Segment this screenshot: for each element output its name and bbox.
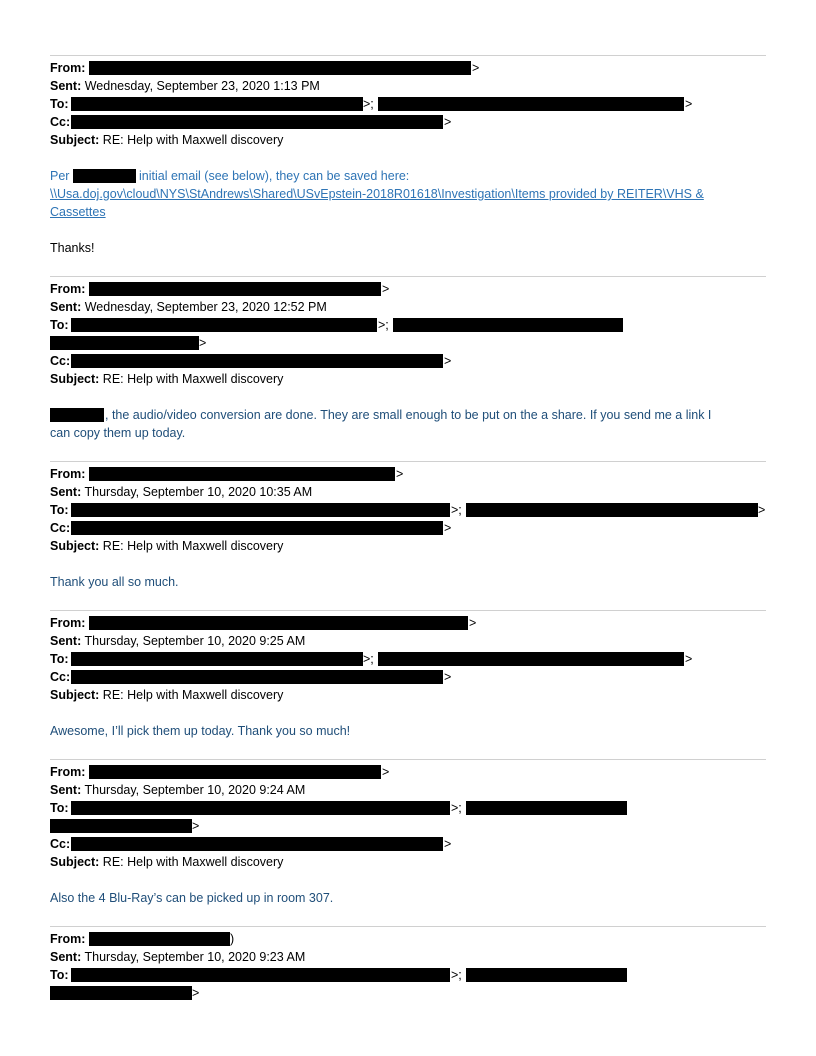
bracket: >; [451, 503, 462, 517]
bracket: > [444, 521, 452, 535]
redaction-bar [71, 652, 363, 666]
bracket: >; [363, 97, 374, 111]
to-label: To: [50, 318, 69, 332]
subject-row [50, 131, 283, 149]
bracket: > [382, 282, 390, 296]
bracket: > [199, 336, 207, 350]
to-row [50, 966, 69, 984]
bracket: > [192, 986, 200, 1000]
redaction-bar [50, 986, 192, 1000]
subject-value: RE: Help with Maxwell discovery [102, 539, 284, 553]
body-text: Also the 4 Blu-Ray’s can be picked up in room 307. [50, 891, 334, 905]
to-label: To: [50, 503, 69, 517]
sent-value: Thursday, September 10, 2020 9:23 AM [84, 950, 306, 964]
redaction-bar [89, 616, 468, 630]
bracket: >; [451, 801, 462, 815]
sent-value: Wednesday, September 23, 2020 1:13 PM [84, 79, 320, 93]
bracket: > [396, 467, 404, 481]
redaction-bar [71, 521, 443, 535]
cc-label: Cc: [50, 670, 71, 684]
email-separator [50, 926, 766, 927]
from-label: From: [50, 467, 86, 481]
bracket: > [444, 670, 452, 684]
redaction-bar [89, 765, 381, 779]
from-row [50, 465, 85, 483]
redaction-bar [71, 801, 450, 815]
redaction-bar [466, 801, 627, 815]
subject-label: Subject: [50, 133, 100, 147]
subject-row [50, 686, 283, 704]
from-label: From: [50, 616, 86, 630]
from-row [50, 763, 85, 781]
email-separator [50, 55, 766, 56]
bracket: > [444, 837, 452, 851]
bracket: >; [363, 652, 374, 666]
from-label: From: [50, 932, 86, 946]
sent-row [50, 483, 312, 501]
bracket: > [192, 819, 200, 833]
redaction-bar [378, 97, 684, 111]
bracket: > [685, 652, 693, 666]
sent-value: Thursday, September 10, 2020 9:24 AM [84, 783, 306, 797]
subject-value: RE: Help with Maxwell discovery [102, 855, 284, 869]
redaction-bar [71, 670, 443, 684]
bracket: > [382, 765, 390, 779]
redaction-bar [71, 968, 450, 982]
sent-value: Wednesday, September 23, 2020 12:52 PM [84, 300, 327, 314]
redaction-bar [50, 408, 104, 422]
body-text: can copy them up today. [50, 426, 186, 440]
from-row [50, 930, 85, 948]
redaction-bar [71, 354, 443, 368]
to-row [50, 501, 69, 519]
redaction-bar [466, 968, 627, 982]
email-separator [50, 276, 766, 277]
subject-row [50, 853, 283, 871]
redaction-bar [71, 837, 443, 851]
redaction-bar [89, 282, 381, 296]
to-row [50, 650, 69, 668]
redaction-bar [71, 97, 363, 111]
email-separator [50, 610, 766, 611]
bracket: > [685, 97, 693, 111]
sent-value: Thursday, September 10, 2020 9:25 AM [84, 634, 306, 648]
sent-label: Sent: [50, 79, 82, 93]
share-path-link[interactable]: \\Usa.doj.gov\cloud\NYS\StAndrews\Shared\USvEpstein-2018R01618\Investigation\Items provided by REITER\VHS & [50, 187, 704, 201]
redaction-bar [71, 318, 377, 332]
to-label: To: [50, 968, 69, 982]
subject-value: RE: Help with Maxwell discovery [102, 688, 284, 702]
share-path-link-cont[interactable]: Cassettes [50, 205, 106, 219]
body-text: , the audio/video conversion are done. They are small enough to be put on the a share. If you send me a link I [105, 408, 712, 422]
sent-row [50, 298, 327, 316]
to-label: To: [50, 801, 69, 815]
to-row [50, 316, 69, 334]
subject-row [50, 537, 283, 555]
subject-label: Subject: [50, 372, 100, 386]
from-row [50, 614, 85, 632]
redaction-bar [89, 61, 471, 75]
to-row [50, 95, 69, 113]
redaction-bar [393, 318, 623, 332]
sent-label: Sent: [50, 950, 82, 964]
cc-row [50, 352, 70, 370]
sent-label: Sent: [50, 485, 82, 499]
redaction-bar [73, 169, 136, 183]
sent-value: Thursday, September 10, 2020 10:35 AM [84, 485, 313, 499]
from-label: From: [50, 61, 86, 75]
to-label: To: [50, 97, 69, 111]
redaction-bar [89, 467, 395, 481]
sent-label: Sent: [50, 634, 82, 648]
closing-text: Thanks! [50, 241, 95, 255]
bracket: > [444, 354, 452, 368]
body-text: Per [50, 169, 70, 183]
email-separator [50, 461, 766, 462]
sent-row [50, 632, 305, 650]
redaction-bar [50, 819, 192, 833]
sent-row [50, 948, 305, 966]
cc-row [50, 668, 70, 686]
sent-label: Sent: [50, 783, 82, 797]
redaction-bar [466, 503, 758, 517]
redaction-bar [50, 336, 199, 350]
body-text: Awesome, I’ll pick them up today. Thank you so much! [50, 724, 351, 738]
body-text: Thank you all so much. [50, 575, 179, 589]
body-text: initial email (see below), they can be saved here: [139, 169, 410, 183]
from-label: From: [50, 765, 86, 779]
bracket: > [472, 61, 480, 75]
subject-label: Subject: [50, 855, 100, 869]
subject-value: RE: Help with Maxwell discovery [102, 372, 284, 386]
from-row [50, 59, 85, 77]
to-row [50, 799, 69, 817]
cc-label: Cc: [50, 837, 71, 851]
cc-label: Cc: [50, 115, 71, 129]
redaction-bar [378, 652, 684, 666]
cc-row [50, 519, 70, 537]
subject-label: Subject: [50, 539, 100, 553]
subject-value: RE: Help with Maxwell discovery [102, 133, 284, 147]
from-label: From: [50, 282, 86, 296]
to-label: To: [50, 652, 69, 666]
sent-label: Sent: [50, 300, 82, 314]
from-row [50, 280, 85, 298]
cc-row [50, 835, 70, 853]
subject-label: Subject: [50, 688, 100, 702]
email-separator [50, 759, 766, 760]
redaction-bar [71, 503, 450, 517]
redaction-bar [89, 932, 230, 946]
subject-row [50, 370, 283, 388]
cc-label: Cc: [50, 521, 71, 535]
cc-row [50, 113, 70, 131]
bracket: >; [451, 968, 462, 982]
cc-label: Cc: [50, 354, 71, 368]
bracket: > [469, 616, 477, 630]
sent-row [50, 781, 305, 799]
redaction-bar [71, 115, 443, 129]
bracket: ) [230, 932, 235, 946]
bracket: >; [378, 318, 389, 332]
bracket: > [758, 503, 766, 517]
bracket: > [444, 115, 452, 129]
sent-row [50, 77, 320, 95]
